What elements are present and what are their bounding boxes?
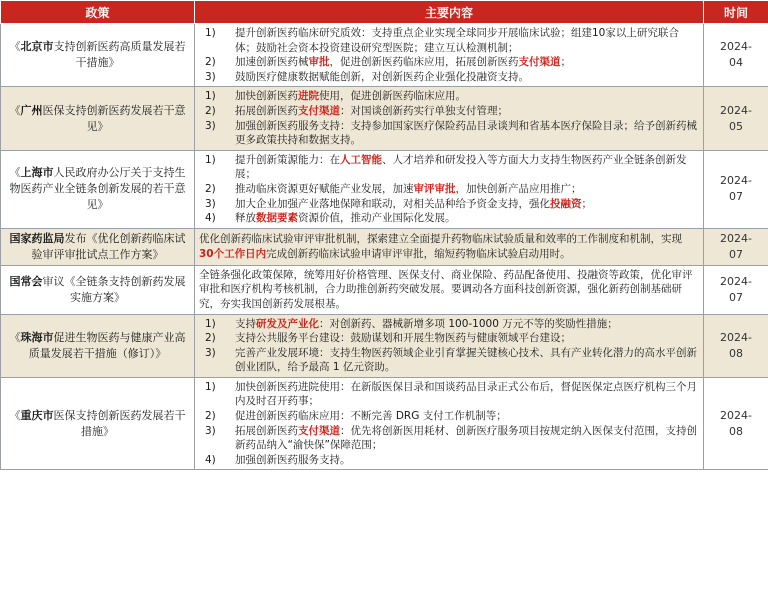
time-cell xyxy=(704,87,768,150)
content-text: 加快创新医药 xyxy=(235,90,298,103)
time-cell xyxy=(704,314,768,377)
content-text: 提升创新医药临床研究质效：支持重点企业实现全球同步开展临床试验；组建10家以上研究联合体；鼓励社会资本投资建设研究型医院；建立互认检测机制； xyxy=(235,27,679,54)
item-text xyxy=(235,331,699,346)
item-text xyxy=(235,346,699,375)
content-item xyxy=(199,89,699,104)
policy-text: 《 xyxy=(9,408,21,422)
item-text xyxy=(235,409,699,424)
content-text: 完善产业发展环境：支持生物医药领域企业引育掌握关键核心技术、具有产业转化潜力的高水平创新创业团队，给予最高 1 亿元资助。 xyxy=(235,346,697,374)
time-text: 2024- xyxy=(720,40,752,54)
policy-cell xyxy=(1,314,195,377)
policy-text: 《 xyxy=(9,330,21,344)
time-text: 07 xyxy=(729,247,743,261)
table-row xyxy=(1,150,768,228)
item-number: 1) xyxy=(205,90,216,103)
time-cell xyxy=(704,228,768,265)
content-cell xyxy=(195,228,704,265)
highlight-text: 审评审批 xyxy=(413,182,456,195)
highlight-text: 支付渠道 xyxy=(518,56,561,69)
policy-text: 人民政府办公厅关于支持生物医药产业全链条创新发展的若干意见》 xyxy=(9,166,186,212)
content-cell xyxy=(195,377,704,470)
item-text xyxy=(235,119,699,148)
policy-text: 《 xyxy=(9,166,21,180)
time-text: 07 xyxy=(729,190,743,204)
item-text xyxy=(235,70,699,85)
highlight-text: 审批 xyxy=(308,56,330,69)
item-number: 4) xyxy=(205,453,216,466)
time-text: 04 xyxy=(729,56,743,70)
highlight-text: 30个工作日内 xyxy=(199,247,267,260)
item-number: 1) xyxy=(205,380,216,393)
item-text xyxy=(199,269,693,310)
content-item xyxy=(199,197,699,212)
content-text: ：优先将创新医用耗材、创新医疗服务项目按规定纳入医保支付范围，支持创新药品纳入“渝快保”保障范围； xyxy=(235,424,697,452)
highlight-text: 支付渠道 xyxy=(298,104,340,117)
content-item xyxy=(199,70,699,85)
header-content: 主要内容 xyxy=(195,1,704,24)
policy-text: 广州 xyxy=(20,103,43,117)
policy-text: 医保支持创新医药发展若干意见》 xyxy=(42,103,186,133)
item-text xyxy=(235,104,699,119)
item-number: 2) xyxy=(205,332,216,345)
item-text xyxy=(235,424,699,453)
policy-text: 《 xyxy=(9,40,21,54)
header-policy: 政策 xyxy=(1,1,195,24)
content-text: 使用，促进创新医药临床应用。 xyxy=(319,90,466,103)
content-text: 全链条强化政策保障，统筹用好价格管理、医保支付、商业保险、药品配备使用、投融资等政策，优化审评审批和医疗机构考核机制，合力助推创新药突破发展。要调动各方面科技创新资源，强化新药创制基础研究，夯实我国创新药发展根基。 xyxy=(199,268,693,310)
content-text: 加大企业加强产业落地保障和联动，对相关品种给予资金支持，强化 xyxy=(235,197,550,210)
item-text xyxy=(235,453,699,468)
policy-text: 重庆市 xyxy=(20,408,54,422)
item-text xyxy=(235,55,699,70)
policy-text: 促进生物医药与健康产业高质量发展若干措施（修订）》 xyxy=(28,330,186,360)
policy-cell xyxy=(1,265,195,314)
time-text: 08 xyxy=(729,346,743,360)
content-text: 、人才培养和研发投入等方面大力支持生物医药产业全链条创新发展； xyxy=(235,153,687,181)
item-text xyxy=(235,182,699,197)
content-item xyxy=(199,182,699,197)
policy-cell xyxy=(1,87,195,150)
policy-cell xyxy=(1,377,195,470)
item-number: 2) xyxy=(205,56,216,69)
policy-text: 审议《全链条支持创新药发展实施方案》 xyxy=(42,274,186,304)
content-text: ：对创新药、器械新增多项 100-1000 万元不等的奖励性措施； xyxy=(319,317,618,330)
content-item xyxy=(199,331,699,346)
content-item xyxy=(199,380,699,409)
item-text xyxy=(235,153,699,182)
policy-text: 国常会 xyxy=(9,274,43,288)
table-body xyxy=(1,24,768,470)
time-text: 2024- xyxy=(720,330,752,344)
policy-text: 支持创新医药高质量发展若干措施》 xyxy=(53,40,186,70)
table-row xyxy=(1,377,768,470)
content-item xyxy=(199,211,699,226)
table-row xyxy=(1,228,768,265)
policy-cell xyxy=(1,150,195,228)
content-text: ：对国谈创新药实行单独支付管理； xyxy=(340,104,508,117)
policy-text: 北京市 xyxy=(20,40,54,54)
content-text: 促进创新医药临床应用：不断完善 DRG 支付工作机制等； xyxy=(235,410,507,423)
content-text: 完成创新药临床试验申请审评审批，缩短药物临床试验启动用时。 xyxy=(266,247,571,260)
content-text: 鼓励医疗健康数据赋能创新，对创新医药企业强化投融资支持。 xyxy=(235,70,529,83)
content-cell xyxy=(195,265,704,314)
item-number: 3) xyxy=(205,197,216,210)
time-text: 07 xyxy=(729,290,743,304)
time-cell xyxy=(704,377,768,470)
content-text: 支持 xyxy=(235,317,256,330)
content-text: 推动临床资源更好赋能产业发展，加速 xyxy=(235,182,414,195)
content-text: ； xyxy=(560,56,571,69)
time-cell xyxy=(704,24,768,87)
content-item xyxy=(199,104,699,119)
item-number: 1) xyxy=(205,27,216,39)
content-text: 资源价值，推动产业国际化发展。 xyxy=(298,212,456,225)
content-text: ，促进创新医药临床应用，拓展创新医药 xyxy=(329,56,519,69)
item-text xyxy=(235,89,699,104)
content-text: 加快创新医药进院使用：在新版医保目录和国谈药品目录正式公布后，督促医保定点医疗机构三个月内及时召开药事； xyxy=(235,380,697,408)
time-cell xyxy=(704,150,768,228)
table-row xyxy=(1,265,768,314)
table-header-row xyxy=(1,1,768,24)
content-text: 加强创新医药服务支持：支持参加国家医疗保险药品目录谈判和省基本医疗保险目录；给予创新药械更多政策扶持和数据支持。 xyxy=(235,119,697,147)
content-text: 加强创新医药服务支持。 xyxy=(235,453,351,466)
policy-cell xyxy=(1,228,195,265)
item-text xyxy=(235,211,699,226)
time-text: 2024- xyxy=(720,408,752,422)
highlight-text: 投融资 xyxy=(550,197,582,210)
time-text: 2024- xyxy=(720,103,752,117)
policy-text: 医保支持创新医药发展若干措施》 xyxy=(53,408,186,438)
content-text: 拓展创新医药 xyxy=(235,104,298,117)
content-text: ，加快创新产品应用推广； xyxy=(455,182,582,195)
highlight-text: 进院 xyxy=(298,90,319,103)
item-text xyxy=(235,26,699,55)
item-number: 1) xyxy=(205,153,216,166)
item-number: 3) xyxy=(205,119,216,132)
policy-text: 发布《优化创新药临床试验审评审批试点工作方案》 xyxy=(31,231,186,261)
content-item xyxy=(199,317,699,332)
content-text: 释放 xyxy=(235,212,256,225)
content-cell xyxy=(195,87,704,150)
item-number: 3) xyxy=(205,424,216,437)
content-text: 提升创新策源能力：在 xyxy=(235,153,340,166)
item-number: 4) xyxy=(205,212,216,225)
content-cell xyxy=(195,150,704,228)
content-item xyxy=(199,424,699,453)
table-row xyxy=(1,87,768,150)
content-item xyxy=(199,346,699,375)
item-text xyxy=(199,233,682,260)
highlight-text: 研发及产业化 xyxy=(256,317,319,330)
content-text: 支持公共服务平台建设：鼓励谋划和开展生物医药与健康领域平台建设； xyxy=(235,332,571,345)
item-text xyxy=(235,317,699,332)
policy-text: 国家药监局 xyxy=(9,231,65,245)
table-row xyxy=(1,314,768,377)
policy-text: 上海市 xyxy=(20,166,54,180)
content-text: 优化创新药临床试验审评审批机制，探索建立全面提升药物临床试验质量和效率的工作制度和机制，实现 xyxy=(199,233,682,246)
content-item xyxy=(199,268,699,312)
highlight-text: 数据要素 xyxy=(256,212,298,225)
policy-text: 《 xyxy=(9,103,21,117)
time-text: 08 xyxy=(729,424,743,438)
content-item xyxy=(199,55,699,70)
content-item xyxy=(199,409,699,424)
item-number: 2) xyxy=(205,182,216,195)
item-number: 3) xyxy=(205,70,216,83)
highlight-text: 人工智能 xyxy=(340,153,382,166)
policy-text: 珠海市 xyxy=(20,330,54,344)
content-text: ； xyxy=(581,197,592,210)
content-item xyxy=(199,119,699,148)
content-text: 加速创新医药械 xyxy=(235,56,309,69)
header-time: 时间 xyxy=(704,1,768,24)
item-number: 1) xyxy=(205,317,216,330)
highlight-text: 支付渠道 xyxy=(298,424,340,437)
policy-cell xyxy=(1,24,195,87)
item-number: 2) xyxy=(205,410,216,423)
time-text: 2024- xyxy=(720,231,752,245)
table-row xyxy=(1,24,768,87)
content-item xyxy=(199,153,699,182)
item-text xyxy=(235,197,699,212)
content-item xyxy=(199,453,699,468)
item-text xyxy=(235,380,699,409)
time-text: 2024- xyxy=(720,174,752,188)
content-item xyxy=(199,232,699,261)
content-text: 拓展创新医药 xyxy=(235,424,298,437)
content-cell xyxy=(195,314,704,377)
content-cell xyxy=(195,24,704,87)
time-cell xyxy=(704,265,768,314)
time-text: 05 xyxy=(729,119,743,133)
item-number: 3) xyxy=(205,346,216,359)
item-number: 2) xyxy=(205,104,216,117)
content-item xyxy=(199,26,699,55)
time-text: 2024- xyxy=(720,274,752,288)
